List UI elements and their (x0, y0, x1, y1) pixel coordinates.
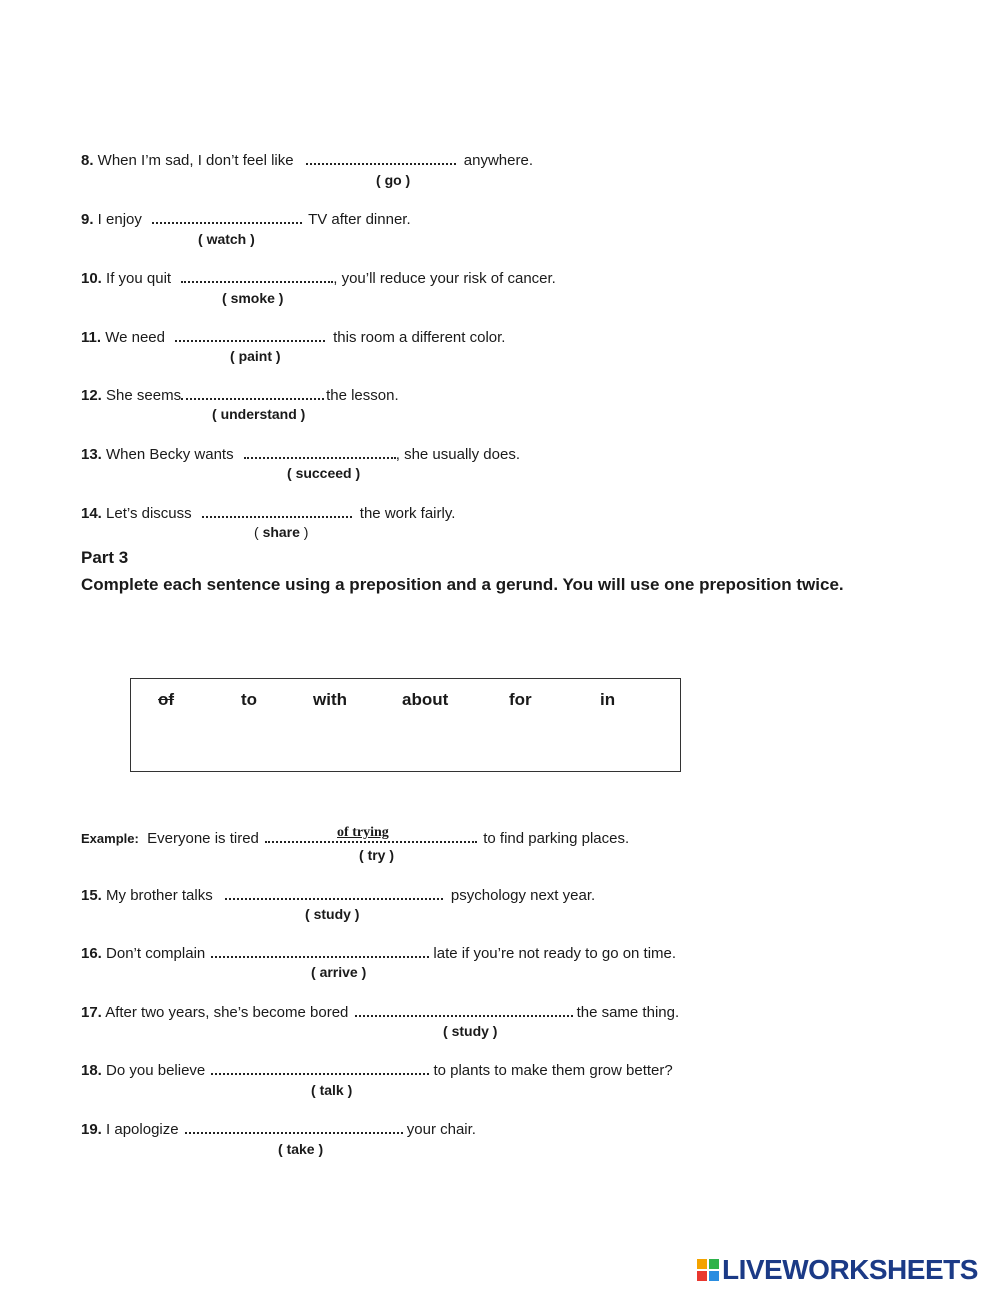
question-14: 14. Let’s discuss the work fairly. (81, 505, 456, 522)
example-sentence: Example: Everyone is tired of trying to find parking places. (81, 825, 630, 847)
liveworksheets-logo[interactable] (697, 1254, 978, 1286)
answer-blank-13[interactable] (244, 445, 396, 459)
example-answer-blank: of trying (265, 827, 477, 843)
part-3-instructions: Complete each sentence using a preposition and a gerund. You will use one preposition twice. (81, 575, 844, 594)
question-10: 10. If you quit , you’ll reduce your risk of cancer. (81, 270, 556, 287)
hint-9: ( watch ) (198, 231, 255, 247)
hint-13: ( succeed ) (287, 465, 361, 481)
hint-16: ( arrive ) (311, 964, 367, 980)
answer-blank-18[interactable] (211, 1061, 429, 1075)
question-16: 16. Don’t complain late if you’re not ready to go on time. (81, 945, 677, 962)
word-with[interactable]: with (313, 690, 347, 709)
part-3-title: Part 3 (81, 548, 129, 567)
answer-blank-17[interactable] (355, 1003, 573, 1017)
answer-blank-10[interactable] (181, 269, 333, 283)
answer-blank-14[interactable] (202, 504, 352, 518)
answer-blank-8[interactable] (306, 151, 456, 165)
answer-blank-12[interactable] (181, 386, 324, 400)
hint-14: ( share ) (254, 524, 309, 540)
logo-text: LIVEWORKSHEETS (722, 1254, 978, 1285)
hint-11: ( paint ) (230, 348, 281, 364)
word-in[interactable]: in (600, 690, 616, 709)
question-11: 11. We need this room a different color. (81, 329, 506, 346)
question-8: 8. When I’m sad, I don’t feel like anywhere. (81, 152, 533, 169)
question-18: 18. Do you believe to plants to make them grow better? (81, 1062, 673, 1079)
word-about[interactable]: about (402, 690, 449, 709)
question-9: 9. I enjoy TV after dinner. (81, 211, 411, 228)
logo-blocks-icon (697, 1259, 719, 1281)
word-to[interactable]: to (241, 690, 258, 709)
hint-8: ( go ) (376, 172, 411, 188)
word-for[interactable]: for (509, 690, 532, 709)
question-17: 17. After two years, she’s become bored the same thing. (81, 1004, 680, 1021)
answer-blank-9[interactable] (152, 210, 302, 224)
hint-17: ( study ) (443, 1023, 498, 1039)
hint-12: ( understand ) (212, 406, 306, 422)
hint-10: ( smoke ) (222, 290, 284, 306)
example-hint: ( try ) (359, 847, 395, 863)
question-13: 13. When Becky wants , she usually does. (81, 446, 520, 463)
hint-19: ( take ) (278, 1141, 324, 1157)
hint-15: ( study ) (305, 906, 360, 922)
answer-blank-19[interactable] (185, 1120, 403, 1134)
preposition-word-box (130, 678, 681, 772)
question-19: 19. I apologize your chair. (81, 1121, 476, 1138)
hint-18: ( talk ) (311, 1082, 353, 1098)
question-12: 12. She seems the lesson. (81, 387, 399, 404)
question-15: 15. My brother talks psychology next year. (81, 887, 596, 904)
answer-blank-11[interactable] (175, 328, 325, 342)
word-of[interactable]: of (158, 690, 175, 709)
answer-blank-16[interactable] (211, 944, 429, 958)
answer-blank-15[interactable] (225, 886, 443, 900)
